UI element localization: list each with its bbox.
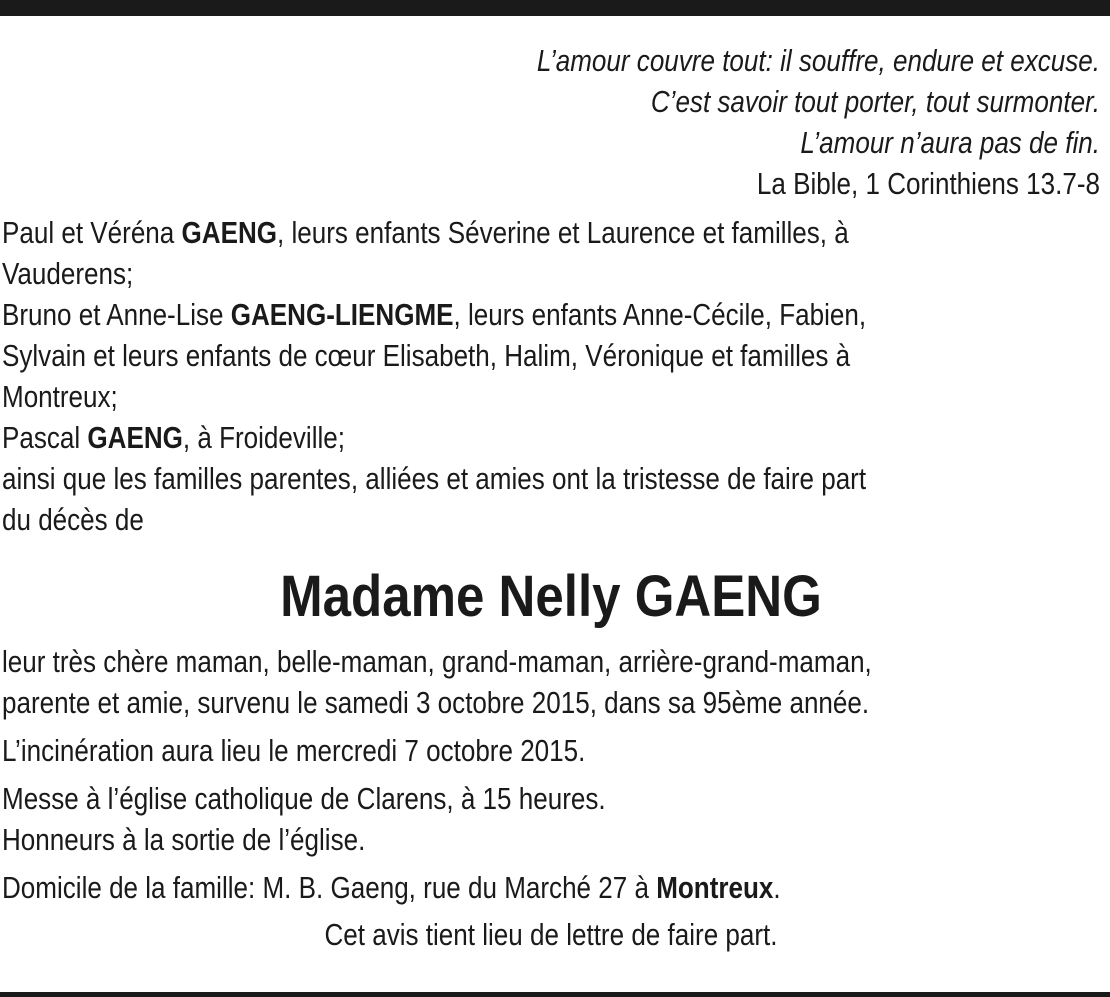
obituary-notice [2, 40, 1100, 955]
mourner-text: Bruno et Anne-Lise [2, 297, 231, 332]
address-paragraph [2, 867, 1100, 908]
closing-note: Cet avis tient lieu de lettre de faire part. [324, 917, 778, 952]
address-text: Domicile de la famille: M. B. Gaeng, rue du Marché 27 à [2, 870, 657, 905]
mourner-line [2, 417, 1100, 458]
deceased-name-heading: Madame Nelly GAENG [280, 564, 822, 629]
detail-line: Messe à l’église catholique de Clarens, à 15 heures. [2, 781, 606, 816]
detail-line: leur très chère maman, belle-maman, grand-maman, arrière-grand-maman, [2, 644, 872, 679]
family-name: GAENG-LIENGME [230, 297, 454, 332]
detail-line: Honneurs à la sortie de l’église. [2, 822, 366, 857]
epigraph-line: L’amour n’aura pas de fin. [800, 125, 1100, 160]
mass-paragraph [2, 778, 1100, 860]
announcement-line: du décès de [2, 502, 144, 537]
top-border-rule [0, 0, 1110, 16]
detail-line: parente et amie, survenu le samedi 3 octobre 2015, dans sa 95ème année. [2, 685, 870, 720]
family-name: GAENG [87, 420, 183, 455]
epigraph-line: L’amour couvre tout: il souffre, endure et excuse. [536, 43, 1100, 78]
notice-details [2, 641, 1100, 908]
mourner-text: Pascal [2, 420, 88, 455]
mourner-line [2, 212, 1100, 253]
mourner-line: Montreux; [2, 379, 118, 414]
address-line [2, 867, 1100, 908]
cremation-paragraph [2, 730, 1100, 771]
bottom-border-rule [0, 992, 1110, 997]
mourner-line: Sylvain et leurs enfants de cœur Elisabeth, Halim, Véronique et familles à [2, 338, 851, 373]
mourner-line [2, 294, 1100, 335]
mourner-line: Vauderens; [2, 256, 134, 291]
epigraph-line: C’est savoir tout porter, tout surmonter. [650, 84, 1100, 119]
mourner-text: , leurs enfants Séverine et Laurence et familles, à [277, 215, 849, 250]
announcement-line: ainsi que les familles parentes, alliées et amies ont la tristesse de faire part [2, 461, 867, 496]
mourner-text: , leurs enfants Anne-Cécile, Fabien, [453, 297, 867, 332]
mourners-list [2, 212, 1100, 540]
relationship-paragraph [2, 641, 1100, 723]
address-city: Montreux [656, 870, 774, 905]
epigraph [178, 40, 1100, 204]
mourner-text: Paul et Véréna [2, 215, 182, 250]
address-text: . [773, 870, 781, 905]
mourner-text: , à Froideville; [182, 420, 345, 455]
epigraph-reference: La Bible, 1 Corinthiens 13.7-8 [756, 166, 1100, 201]
family-name: GAENG [181, 215, 278, 250]
detail-line: L’incinération aura lieu le mercredi 7 octobre 2015. [2, 733, 586, 768]
